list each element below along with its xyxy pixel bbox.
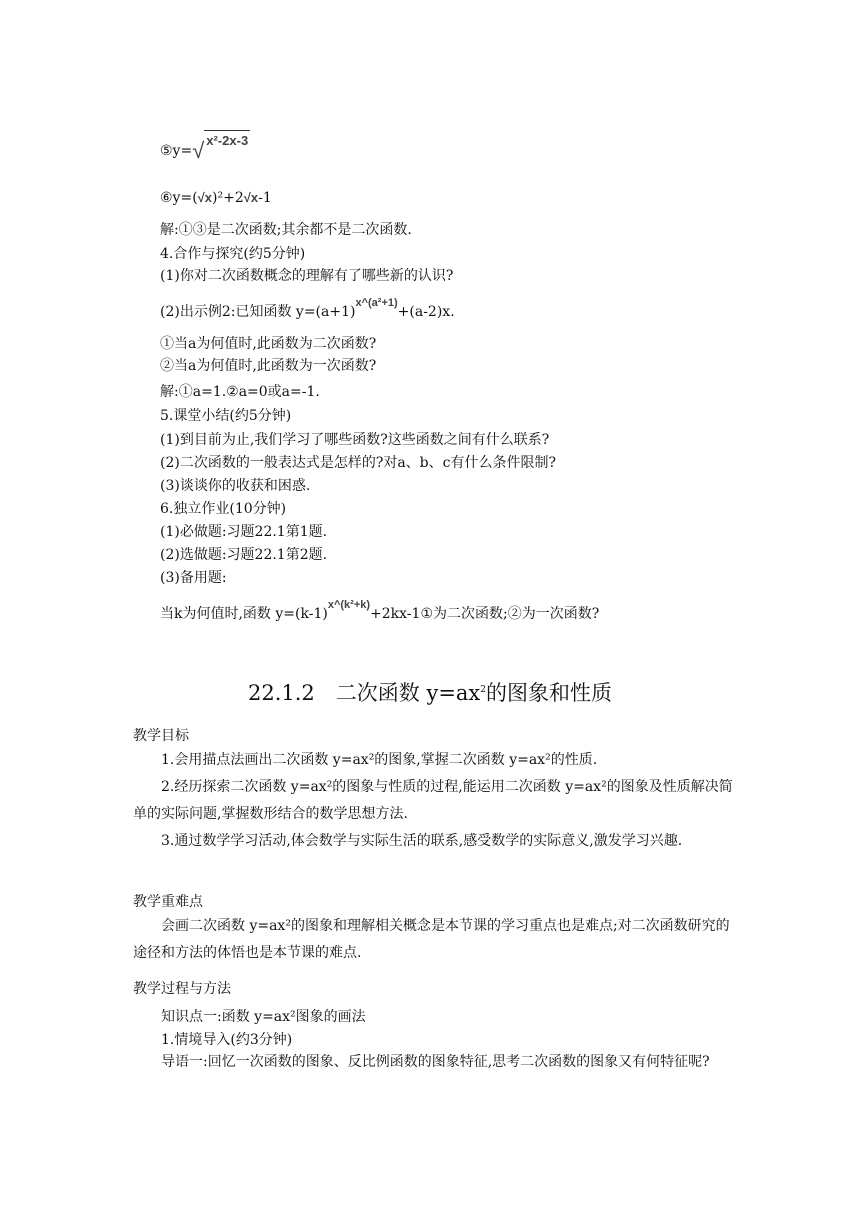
answer-2: 解:①a=1.②a=0或a=-1. [160,384,320,400]
section-5-item-2: (2)二次函数的一般表达式是怎样的?对a、b、c有什么条件限制? [160,455,556,471]
backup-question-text: 当k为何值时,函数 y=(k-1) [160,606,328,622]
example-6-prefix: ⑥y=( [160,190,198,206]
section-title [0,678,860,708]
guide-text: 导语一:回忆一次函数的图象、反比例函数的图象特征,思考二次函数的图象又有何特征呢? [161,1054,710,1070]
goals-heading: 教学目标 [133,728,189,744]
question-1: ①当a为何值时,此函数为二次函数? [160,336,377,352]
process-step-1: 1.情境导入(约3分钟) [161,1032,293,1048]
goal-1: 1.会用描点法画出二次函数 y=ax²的图象,掌握二次函数 y=ax²的性质. [161,752,598,768]
section-6: 6.独立作业(10分钟) [160,501,287,517]
radicand: x²-2x-3 [204,130,250,151]
sqrt-x-image: √x [197,190,213,205]
section-5-item-3: (3)谈谈你的收获和困惑. [160,478,311,494]
section-title-sup: 2 [480,685,487,695]
example-6 [160,188,272,208]
backup-question-text-end: +2kx-1①为二次函数;②为一次函数? [370,606,600,622]
section-4-item-1: (1)你对二次函数概念的理解有了哪些新的认识? [160,268,454,284]
example-6-suffix: -1 [258,190,272,206]
example-2-text: (2)出示例2:已知函数 y=(a+1) [160,304,356,320]
sqrt-x-image-2: √x [243,190,259,205]
example-6-mid: )²+2 [212,190,244,206]
knowledge-point-1: 知识点一:函数 y=ax²图象的画法 [161,1009,366,1025]
section-6-item-3: (3)备用题: [160,570,227,586]
question-2: ②当a为何值时,此函数为一次函数? [160,358,377,374]
sqrt-expression-image: √ x²-2x-3 [192,143,250,158]
goal-2: 2.经历探索二次函数 y=ax²的图象与性质的过程,能运用二次函数 y=ax²的图象及性质解决简单的实际问题,掌握数形结合的数学思想方法. [133,779,733,822]
section-title-main: 22.1.2 二次函数 y=ax [247,681,481,705]
example-5-prefix: ⑤y= [160,143,193,159]
example-2-text-end: +(a-2)x. [397,304,455,320]
focus-text: 会画二次函数 y=ax²的图象和理解相关概念是本节课的学习重点也是难点;对二次函数研究的途径和方法的体悟也是本节课的难点. [133,918,730,961]
section-5-item-1: (1)到目前为止,我们学习了哪些函数?这些函数之间有什么联系? [160,432,550,448]
goal-3: 3.通过数学学习活动,体会数学与实际生活的联系,感受数学的实际意义,激发学习兴趣. [161,833,683,849]
example-5 [160,133,250,163]
exponent-image-k: x^(k²+k) [327,599,371,611]
answer-1: 解:①③是二次函数;其余都不是二次函数. [160,222,412,238]
section-title-end: 的图象和性质 [486,681,613,705]
backup-question [160,599,600,625]
section-6-item-1: (1)必做题:习题22.1第1题. [160,524,328,540]
section-4-item-2 [160,297,455,323]
focus-heading: 教学重难点 [133,894,203,910]
section-4: 4.合作与探究(约5分钟) [160,246,306,262]
exponent-image: x^(a²+1) [355,297,398,309]
section-5: 5.课堂小结(约5分钟) [160,408,292,424]
section-6-item-2: (2)选做题:习题22.1第2题. [160,547,328,563]
process-heading: 教学过程与方法 [133,981,231,997]
